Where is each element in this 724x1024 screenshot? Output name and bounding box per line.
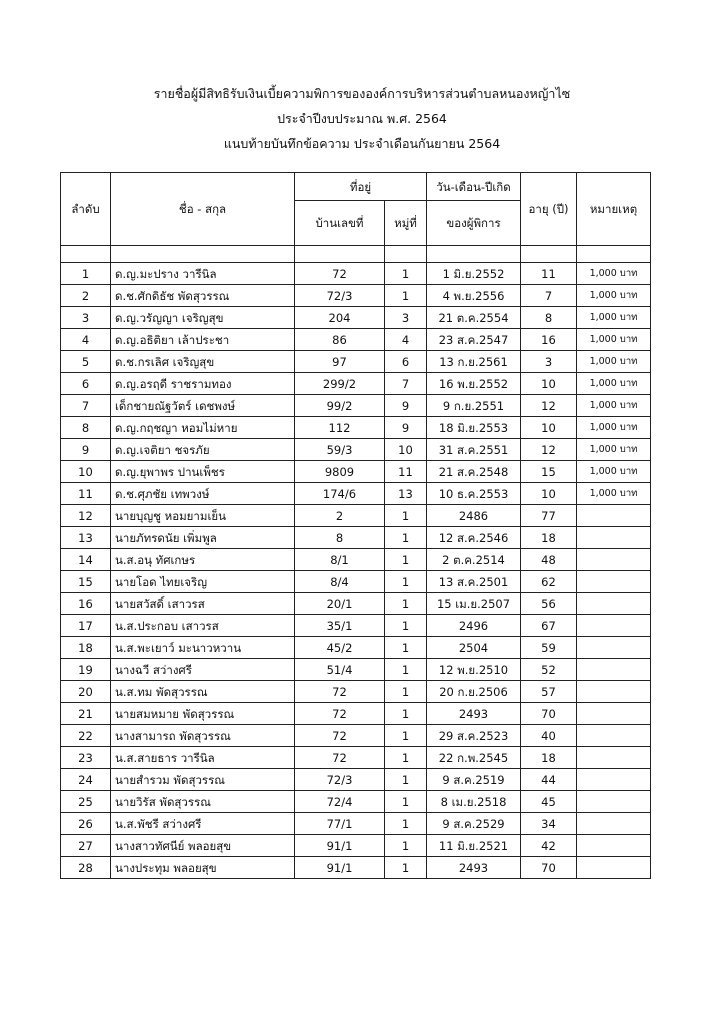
row-age: 8 (521, 307, 577, 329)
row-house-no: 20/1 (295, 593, 385, 615)
row-age: 77 (521, 505, 577, 527)
table-row (61, 769, 651, 791)
row-number: 11 (61, 483, 111, 505)
row-house-no: 299/2 (295, 373, 385, 395)
row-name: ด.ญ.มะปราง วารีนิล (111, 263, 295, 285)
table-row (61, 857, 651, 879)
row-age: 18 (521, 747, 577, 769)
row-dob: 4 พ.ย.2556 (427, 285, 521, 307)
table-row (61, 527, 651, 549)
table-row (61, 593, 651, 615)
row-dob: 29 ส.ค.2523 (427, 725, 521, 747)
row-age: 57 (521, 681, 577, 703)
table-row (61, 681, 651, 703)
spacer-row (61, 246, 651, 263)
row-number: 5 (61, 351, 111, 373)
row-number: 27 (61, 835, 111, 857)
row-age: 12 (521, 439, 577, 461)
col-header-house-no: บ้านเลขที่ (295, 201, 385, 246)
row-name: ด.ช.กรเลิศ เจริญสุข (111, 351, 295, 373)
row-name: น.ส.พะเยาว์ มะนาวหวาน (111, 637, 295, 659)
row-house-no: 91/1 (295, 857, 385, 879)
row-number: 22 (61, 725, 111, 747)
row-village: 1 (385, 725, 427, 747)
row-name: ด.ญ.วรัญญา เจริญสุข (111, 307, 295, 329)
row-note: 1,000 บาท (577, 483, 651, 505)
row-age: 40 (521, 725, 577, 747)
table-row (61, 813, 651, 835)
row-house-no: 72/3 (295, 285, 385, 307)
row-house-no: 35/1 (295, 615, 385, 637)
row-note (577, 527, 651, 549)
row-name: นายสมหมาย พัดสุวรรณ (111, 703, 295, 725)
row-dob: 9 ก.ย.2551 (427, 395, 521, 417)
row-age: 70 (521, 703, 577, 725)
row-dob: 2493 (427, 703, 521, 725)
row-age: 67 (521, 615, 577, 637)
table-row (61, 637, 651, 659)
table-row (61, 483, 651, 505)
row-name: นายภัทรดนัย เพิ่มพูล (111, 527, 295, 549)
table-row (61, 263, 651, 285)
table-row (61, 373, 651, 395)
row-dob: 20 ก.ย.2506 (427, 681, 521, 703)
row-name: นายวิรัส พัดสุวรรณ (111, 791, 295, 813)
row-house-no: 112 (295, 417, 385, 439)
row-dob: 2486 (427, 505, 521, 527)
row-village: 1 (385, 769, 427, 791)
row-note (577, 703, 651, 725)
row-note (577, 857, 651, 879)
col-header-address: ที่อยู่ (295, 173, 427, 201)
row-number: 2 (61, 285, 111, 307)
table-row (61, 571, 651, 593)
row-age: 11 (521, 263, 577, 285)
table-row (61, 791, 651, 813)
row-house-no: 72 (295, 681, 385, 703)
row-name: ด.ช.ศักดิธัช พัดสุวรรณ (111, 285, 295, 307)
row-note: 1,000 บาท (577, 461, 651, 483)
row-note (577, 549, 651, 571)
row-dob: 9 ส.ค.2519 (427, 769, 521, 791)
row-note (577, 637, 651, 659)
table-row (61, 659, 651, 681)
row-note: 1,000 บาท (577, 285, 651, 307)
row-dob: 21 ส.ค.2548 (427, 461, 521, 483)
row-number: 19 (61, 659, 111, 681)
col-header-dob-sub: ของผู้พิการ (427, 201, 521, 246)
row-village: 6 (385, 351, 427, 373)
row-note (577, 747, 651, 769)
row-age: 34 (521, 813, 577, 835)
row-dob: 22 ก.พ.2545 (427, 747, 521, 769)
row-house-no: 51/4 (295, 659, 385, 681)
row-dob: 1 มิ.ย.2552 (427, 263, 521, 285)
row-age: 10 (521, 417, 577, 439)
row-age: 59 (521, 637, 577, 659)
row-age: 52 (521, 659, 577, 681)
row-name: นายบุญชู หอมยามเย็น (111, 505, 295, 527)
row-house-no: 45/2 (295, 637, 385, 659)
row-house-no: 72/4 (295, 791, 385, 813)
row-house-no: 72 (295, 725, 385, 747)
row-dob: 16 พ.ย.2552 (427, 373, 521, 395)
row-number: 20 (61, 681, 111, 703)
col-header-dob: วัน-เดือน-ปีเกิด (427, 173, 521, 201)
row-age: 45 (521, 791, 577, 813)
row-village: 1 (385, 703, 427, 725)
row-village: 11 (385, 461, 427, 483)
row-age: 44 (521, 769, 577, 791)
row-number: 4 (61, 329, 111, 351)
row-age: 12 (521, 395, 577, 417)
row-age: 10 (521, 373, 577, 395)
row-name: นางประทุม พลอยสุข (111, 857, 295, 879)
row-dob: 12 ส.ค.2546 (427, 527, 521, 549)
row-village: 1 (385, 835, 427, 857)
row-note (577, 571, 651, 593)
row-name: นายโอด ไทยเจริญ (111, 571, 295, 593)
row-note (577, 681, 651, 703)
row-note (577, 813, 651, 835)
row-village: 9 (385, 417, 427, 439)
row-village: 9 (385, 395, 427, 417)
row-name: นางฉวี สว่างศรี (111, 659, 295, 681)
row-age: 42 (521, 835, 577, 857)
table-row (61, 703, 651, 725)
row-note: 1,000 บาท (577, 439, 651, 461)
row-note: 1,000 บาท (577, 351, 651, 373)
row-name: ด.ญ.เจติยา ชจรภัย (111, 439, 295, 461)
row-village: 1 (385, 747, 427, 769)
row-name: ด.ญ.ยุพาพร ปานเพ็ชร (111, 461, 295, 483)
table-row (61, 615, 651, 637)
col-header-name: ชื่อ - สกุล (111, 173, 295, 246)
row-age: 16 (521, 329, 577, 351)
row-name: ด.ญ.กฤชญา หอมไม่หาย (111, 417, 295, 439)
col-header-no: ลำดับ (61, 173, 111, 246)
row-number: 15 (61, 571, 111, 593)
row-house-no: 59/3 (295, 439, 385, 461)
row-village: 1 (385, 791, 427, 813)
row-village: 3 (385, 307, 427, 329)
row-note: 1,000 บาท (577, 307, 651, 329)
row-number: 18 (61, 637, 111, 659)
row-dob: 12 พ.ย.2510 (427, 659, 521, 681)
row-name: นางสาวทัศนีย์ พลอยสุข (111, 835, 295, 857)
row-house-no: 9809 (295, 461, 385, 483)
row-dob: 2496 (427, 615, 521, 637)
row-house-no: 77/1 (295, 813, 385, 835)
row-number: 14 (61, 549, 111, 571)
document-header (0, 86, 724, 161)
row-name: ด.ช.ศุภชัย เทพวงษ์ (111, 483, 295, 505)
row-note (577, 835, 651, 857)
row-number: 12 (61, 505, 111, 527)
table-row (61, 285, 651, 307)
col-header-age: อายุ (ปี) (521, 173, 577, 246)
row-house-no: 204 (295, 307, 385, 329)
row-name: นายสวัสดิ์ เสาวรส (111, 593, 295, 615)
row-village: 1 (385, 681, 427, 703)
table-row (61, 329, 651, 351)
row-number: 10 (61, 461, 111, 483)
row-village: 1 (385, 571, 427, 593)
row-village: 1 (385, 813, 427, 835)
row-name: นายสำรวม พัดสุวรรณ (111, 769, 295, 791)
row-village: 1 (385, 637, 427, 659)
row-note (577, 593, 651, 615)
row-dob: 13 ส.ค.2501 (427, 571, 521, 593)
row-village: 7 (385, 373, 427, 395)
table-row (61, 835, 651, 857)
table-row (61, 351, 651, 373)
attachment-note: แนบท้ายบันทึกข้อความ ประจำเดือนกันยายน 2564 (223, 136, 501, 151)
row-number: 21 (61, 703, 111, 725)
col-header-village: หมู่ที่ (385, 201, 427, 246)
row-name: ด.ญ.อรฤดี ราชรามทอง (111, 373, 295, 395)
row-dob: 10 ธ.ค.2553 (427, 483, 521, 505)
row-house-no: 72/3 (295, 769, 385, 791)
row-note: 1,000 บาท (577, 417, 651, 439)
row-note (577, 725, 651, 747)
row-village: 1 (385, 615, 427, 637)
row-note: 1,000 บาท (577, 263, 651, 285)
row-note (577, 659, 651, 681)
row-number: 24 (61, 769, 111, 791)
row-age: 48 (521, 549, 577, 571)
row-number: 17 (61, 615, 111, 637)
row-village: 1 (385, 659, 427, 681)
row-name: เด็กชายณัฐวัตร์ เดชพงษ์ (111, 395, 295, 417)
row-dob: 11 มิ.ย.2521 (427, 835, 521, 857)
document-title: รายชื่อผู้มีสิทธิรับเงินเบี้ยความพิการขององค์การบริหารส่วนตำบลหนองหญ้าไซ (153, 86, 571, 101)
table-row (61, 395, 651, 417)
row-dob: 8 เม.ย.2518 (427, 791, 521, 813)
row-name: น.ส.อนุ ทัศเกษร (111, 549, 295, 571)
row-age: 70 (521, 857, 577, 879)
row-dob: 18 มิ.ย.2553 (427, 417, 521, 439)
row-note (577, 615, 651, 637)
row-note (577, 505, 651, 527)
table-row (61, 417, 651, 439)
row-house-no: 72 (295, 263, 385, 285)
row-number: 6 (61, 373, 111, 395)
row-age: 7 (521, 285, 577, 307)
table-row (61, 307, 651, 329)
row-dob: 2493 (427, 857, 521, 879)
row-house-no: 2 (295, 505, 385, 527)
col-header-note: หมายเหตุ (577, 173, 651, 246)
row-village: 1 (385, 857, 427, 879)
row-house-no: 97 (295, 351, 385, 373)
row-name: น.ส.ทม พัดสุวรรณ (111, 681, 295, 703)
row-village: 13 (385, 483, 427, 505)
row-age: 10 (521, 483, 577, 505)
row-village: 4 (385, 329, 427, 351)
row-note (577, 769, 651, 791)
row-dob: 2504 (427, 637, 521, 659)
row-number: 1 (61, 263, 111, 285)
row-village: 1 (385, 285, 427, 307)
row-name: น.ส.พัชรี สว่างศรี (111, 813, 295, 835)
row-age: 15 (521, 461, 577, 483)
row-name: น.ส.สายธาร วารีนิล (111, 747, 295, 769)
row-number: 26 (61, 813, 111, 835)
row-number: 16 (61, 593, 111, 615)
row-house-no: 8/4 (295, 571, 385, 593)
table-row (61, 461, 651, 483)
table-row (61, 725, 651, 747)
row-number: 7 (61, 395, 111, 417)
row-village: 1 (385, 263, 427, 285)
row-name: น.ส.ประกอบ เสาวรส (111, 615, 295, 637)
row-number: 23 (61, 747, 111, 769)
row-house-no: 91/1 (295, 835, 385, 857)
row-age: 3 (521, 351, 577, 373)
table-row (61, 747, 651, 769)
row-house-no: 174/6 (295, 483, 385, 505)
row-dob: 2 ต.ค.2514 (427, 549, 521, 571)
table-row (61, 549, 651, 571)
row-number: 25 (61, 791, 111, 813)
row-village: 1 (385, 527, 427, 549)
row-age: 56 (521, 593, 577, 615)
row-village: 1 (385, 505, 427, 527)
row-house-no: 99/2 (295, 395, 385, 417)
row-name: ด.ญ.อธิติยา เล้าประชา (111, 329, 295, 351)
row-note: 1,000 บาท (577, 329, 651, 351)
row-dob: 15 เม.ย.2507 (427, 593, 521, 615)
row-house-no: 72 (295, 747, 385, 769)
row-note: 1,000 บาท (577, 373, 651, 395)
row-dob: 9 ส.ค.2529 (427, 813, 521, 835)
row-village: 10 (385, 439, 427, 461)
beneficiary-table (60, 172, 651, 879)
row-age: 62 (521, 571, 577, 593)
row-village: 1 (385, 549, 427, 571)
row-number: 9 (61, 439, 111, 461)
header-row-top (61, 173, 651, 201)
row-number: 28 (61, 857, 111, 879)
table-row (61, 505, 651, 527)
row-note: 1,000 บาท (577, 395, 651, 417)
row-dob: 23 ส.ค.2547 (427, 329, 521, 351)
fiscal-year: ประจำปีงบประมาณ พ.ศ. 2564 (277, 111, 447, 126)
row-age: 18 (521, 527, 577, 549)
row-number: 3 (61, 307, 111, 329)
row-dob: 31 ส.ค.2551 (427, 439, 521, 461)
table-row (61, 439, 651, 461)
row-house-no: 8/1 (295, 549, 385, 571)
row-house-no: 8 (295, 527, 385, 549)
row-name: นางสามารถ พัดสุวรรณ (111, 725, 295, 747)
row-number: 8 (61, 417, 111, 439)
row-dob: 13 ก.ย.2561 (427, 351, 521, 373)
row-house-no: 86 (295, 329, 385, 351)
row-note (577, 791, 651, 813)
row-dob: 21 ต.ค.2554 (427, 307, 521, 329)
row-number: 13 (61, 527, 111, 549)
row-house-no: 72 (295, 703, 385, 725)
row-village: 1 (385, 593, 427, 615)
